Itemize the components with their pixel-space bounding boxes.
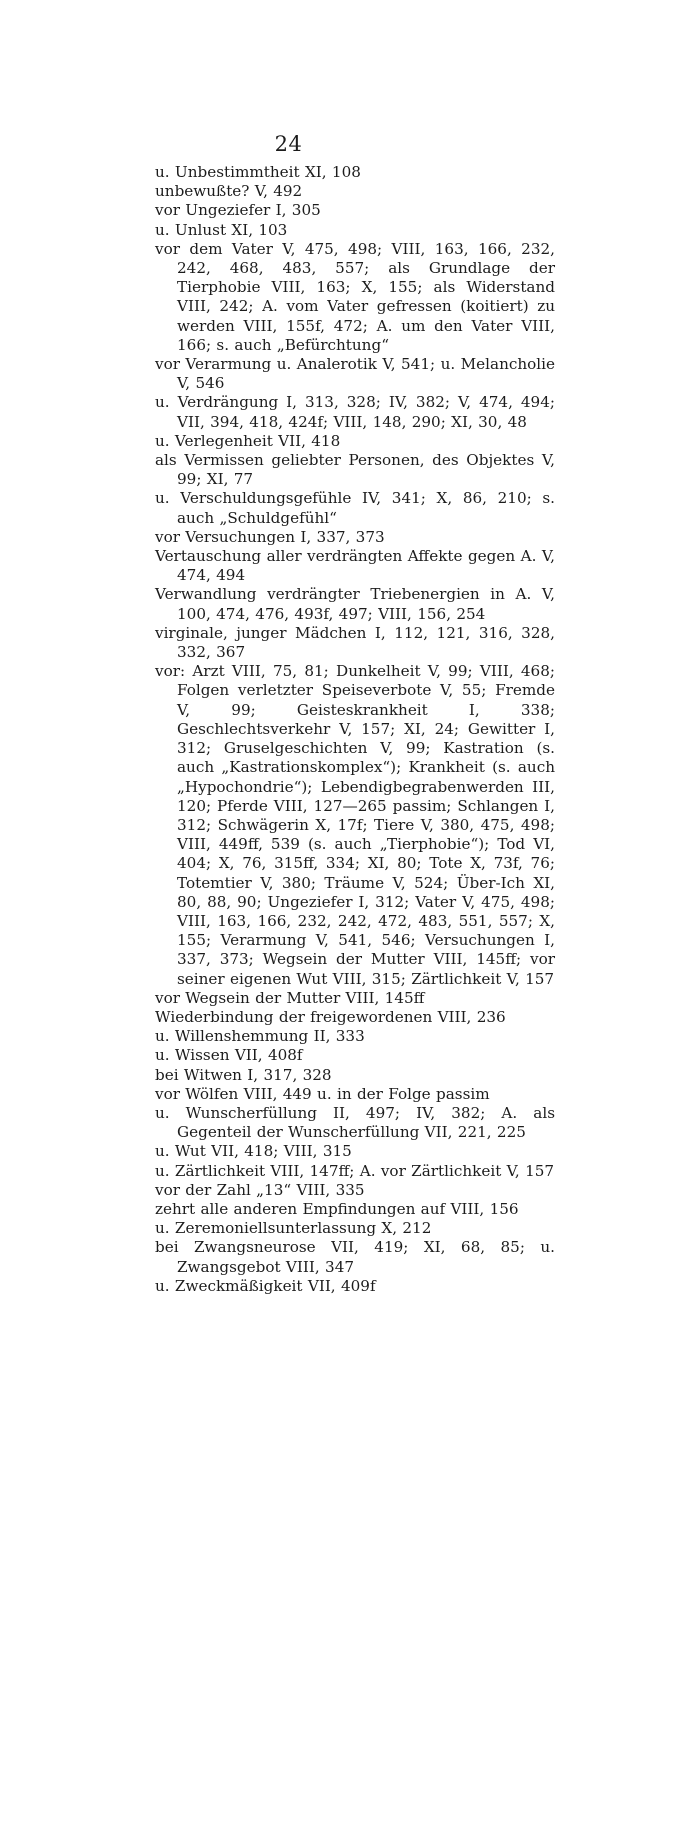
index-entry: vor Wegsein der Mutter VIII, 145ff — [155, 988, 425, 1007]
index-entry: u. Zweckmäßigkeit VII, 409f — [155, 1276, 376, 1295]
index-entry: u. Verschuldungsgefühle IV, 341; X, 86, 210; s. auch „Schuldgefühl“ — [155, 489, 555, 527]
index-entry: virginale, junger Mädchen I, 112, 121, 316, 328, 332, 367 — [155, 623, 555, 662]
index-entry: vor: Arzt VIII, 75, 81; Dunkelheit V, 99; VIII, 468; Folgen verletzter Speiseverbote V, 55; Fremde V, 99; Geisteskrankheit I, 338; Geschlechtsverkehr V, 157; XI, 24; Gewitter I, 312; Gruselgeschichten V, 99; Kastration (s. auch „Kastrationskomplex“); Krankheit (s. auch „Hypochondrie“); Lebendigbegrabenwerden III, 120; Pferde VIII, 127—265 passim; Schlangen I, 312; Schwägerin X, 17f; Tiere V, 380, 475, 498; VIII, 449ff, 539 (s. auch „Tierphobie“); Tod VI, 404; X, 76, 315ff, 334; XI, 80; Tote X, 73f, 76; Totemtier V, 380; Träume V, 524; Über-Ich XI, 80, 88, 90; Ungeziefer I, 312; Vater V, 475, 498; VIII, 163, 166, 232, 242, 472, 483, 551, 557; X, 155; Verarmung V, 541, 546; Versuchungen I, 337, 373; Wegsein der Mutter VIII, 145ff; vor seiner eigenen Wut VIII, 315; Zärtlichkeit V, 157 — [155, 662, 555, 988]
index-entry: u. Zärtlichkeit VIII, 147ff; A. vor Zärtlichkeit V, 157 — [155, 1161, 555, 1180]
page-number: 24 — [274, 132, 303, 156]
index-entry: vor der Zahl „13“ VIII, 335 — [155, 1180, 365, 1199]
index-entry: u. Zeremoniellsunterlassung X, 212 — [155, 1219, 432, 1238]
index-entry: vor Wölfen VIII, 449 u. in der Folge passim — [155, 1084, 490, 1103]
index-entry: bei Witwen I, 317, 328 — [155, 1065, 332, 1084]
index-entry: Wiederbindung der freigewordenen VIII, 236 — [155, 1007, 506, 1026]
index-entry: vor Verarmung u. Analerotik V, 541; u. Melancholie V, 546 — [155, 355, 555, 393]
index-entry: Verwandlung verdrängter Triebenergien in A. V, 100, 474, 476, 493f, 497; VIII, 156, 254 — [155, 585, 555, 623]
index-entry: vor dem Vater V, 475, 498; VIII, 163, 166, 232, 242, 468, 483, 557; als Grundlage der Tierphobie VIII, 163; X, 155; als Widerstand VIII, 242; A. vom Vater gefressen (koitiert) zu werden VIII, 155f, 472; A. um den Vater VIII, 166; s. auch „Befürchtung“ — [155, 239, 555, 354]
index-entry: unbewußte? V, 492 — [155, 182, 303, 201]
index-entry: vor Ungeziefer I, 305 — [155, 201, 321, 220]
index-entry: als Vermissen geliebter Personen, des Objektes V, 99; XI, 77 — [155, 451, 555, 489]
index-entry-list — [155, 163, 555, 1296]
index-entry: Vertauschung aller verdrängten Affekte gegen A. V, 474, 494 — [155, 547, 555, 585]
index-entry: u. Wut VII, 418; VIII, 315 — [155, 1142, 352, 1161]
index-entry: u. Unlust XI, 103 — [155, 220, 288, 239]
index-entry: u. Willenshemmung II, 333 — [155, 1027, 365, 1046]
index-entry: u. Unbestimmtheit XI, 108 — [155, 163, 361, 181]
index-entry: bei Zwangsneurose VII, 419; XI, 68, 85; u. Zwangsgebot VIII, 347 — [155, 1238, 555, 1276]
index-entry: u. Verdrängung I, 313, 328; IV, 382; V, 474, 494; VII, 394, 418, 424f; VIII, 148, 290; XI, 30, 48 — [155, 393, 555, 431]
index-entry: u. Wissen VII, 408f — [155, 1046, 303, 1065]
index-entry: u. Wunscherfüllung II, 497; IV, 382; A. als Gegenteil der Wunscherfüllung VII, 221, 225 — [155, 1103, 555, 1142]
index-entry: u. Verlegenheit VII, 418 — [155, 431, 341, 450]
index-entry: vor Versuchungen I, 337, 373 — [155, 527, 385, 546]
index-entry: zehrt alle anderen Empfindungen auf VIII, 156 — [155, 1199, 519, 1218]
